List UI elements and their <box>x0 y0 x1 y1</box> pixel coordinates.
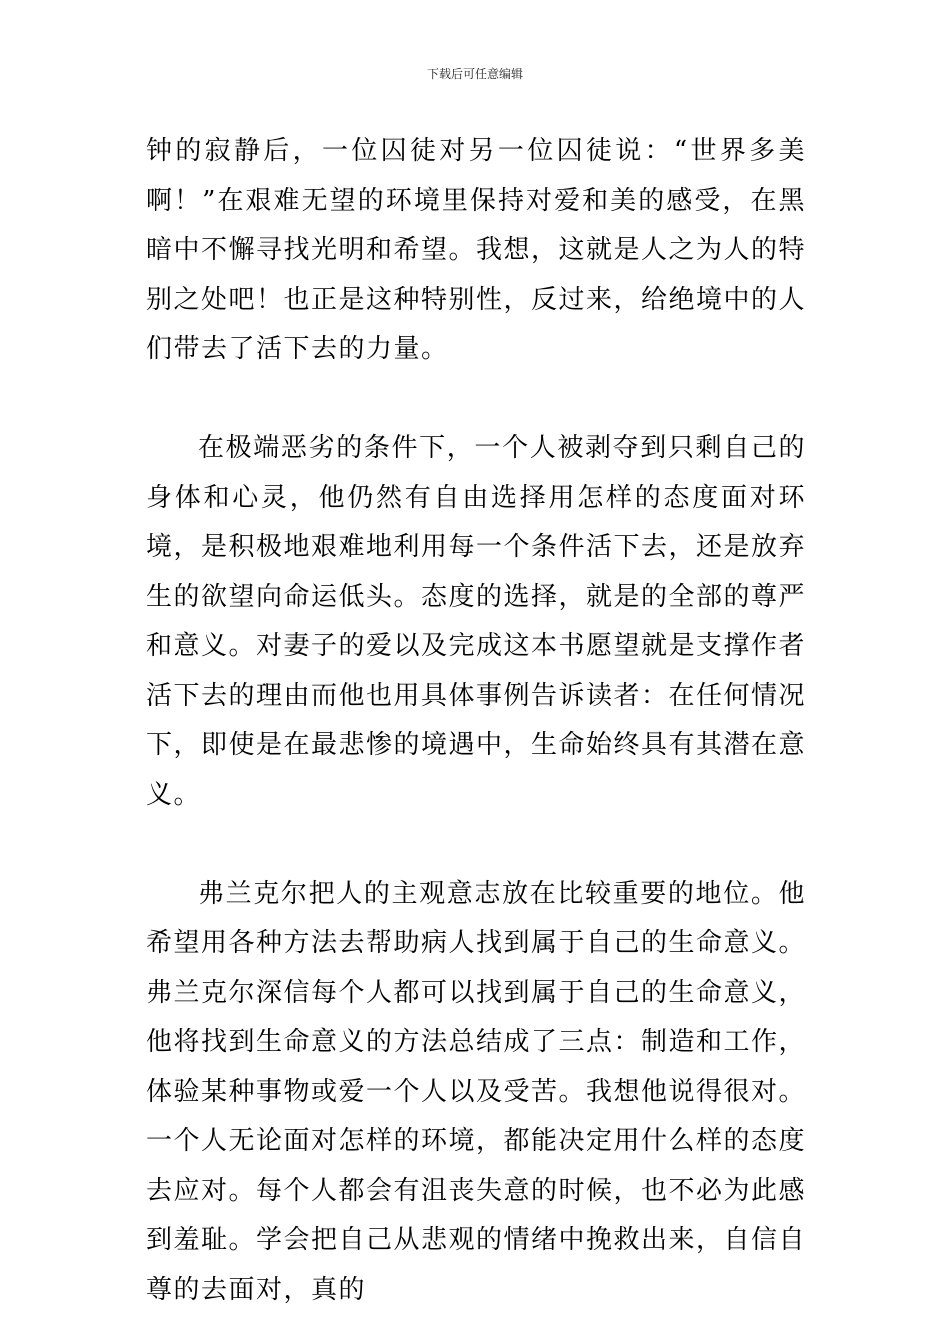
paragraph-1: 钟的寂静后，一位囚徒对另一位囚徒说：“世界多美啊！”在艰难无望的环境里保持对爱和美的感受，在黑暗中不懈寻找光明和希望。我想，这就是人之为人的特别之处吧！也正是这种特别性，反过来，给绝境中的人们带去了活下去的力量。 <box>146 136 807 364</box>
page-header-note: 下载后可任意编辑 <box>426 67 523 81</box>
paragraph-2: 在极端恶劣的条件下，一个人被剥夺到只剩自己的身体和心灵，他仍然有自由选择用怎样的态度面对环境，是积极地艰难地利用每一个条件活下去，还是放弃生的欲望向命运低头。态度的选择，就是的全部的尊严和意义。对妻子的爱以及完成这本书愿望就是支撑作者活下去的理由而他也用具体事例告诉读者：在任何情况下，即使是在最悲惨的境遇中，生命始终具有其潜在意义。 <box>146 433 807 810</box>
document-body <box>146 127 806 1315</box>
paragraph-gap <box>146 375 806 425</box>
paragraph-3: 弗兰克尔把人的主观意志放在比较重要的地位。他希望用各种方法去帮助病人找到属于自己的生命意义。弗兰克尔深信每个人都可以找到属于自己的生命意义，他将找到生命意义的方法总结成了三点：制造和工作，体验某种事物或爱一个人以及受苦。我想他说得很对。一个人无论面对怎样的环境，都能决定用什么样的态度去应对。每个人都会有沮丧失意的时候，也不必为此感到羞耻。学会把自己从悲观的情绪中挽救出来，自信自尊的去面对，真的 <box>146 878 807 1305</box>
paragraph-gap <box>146 820 806 870</box>
